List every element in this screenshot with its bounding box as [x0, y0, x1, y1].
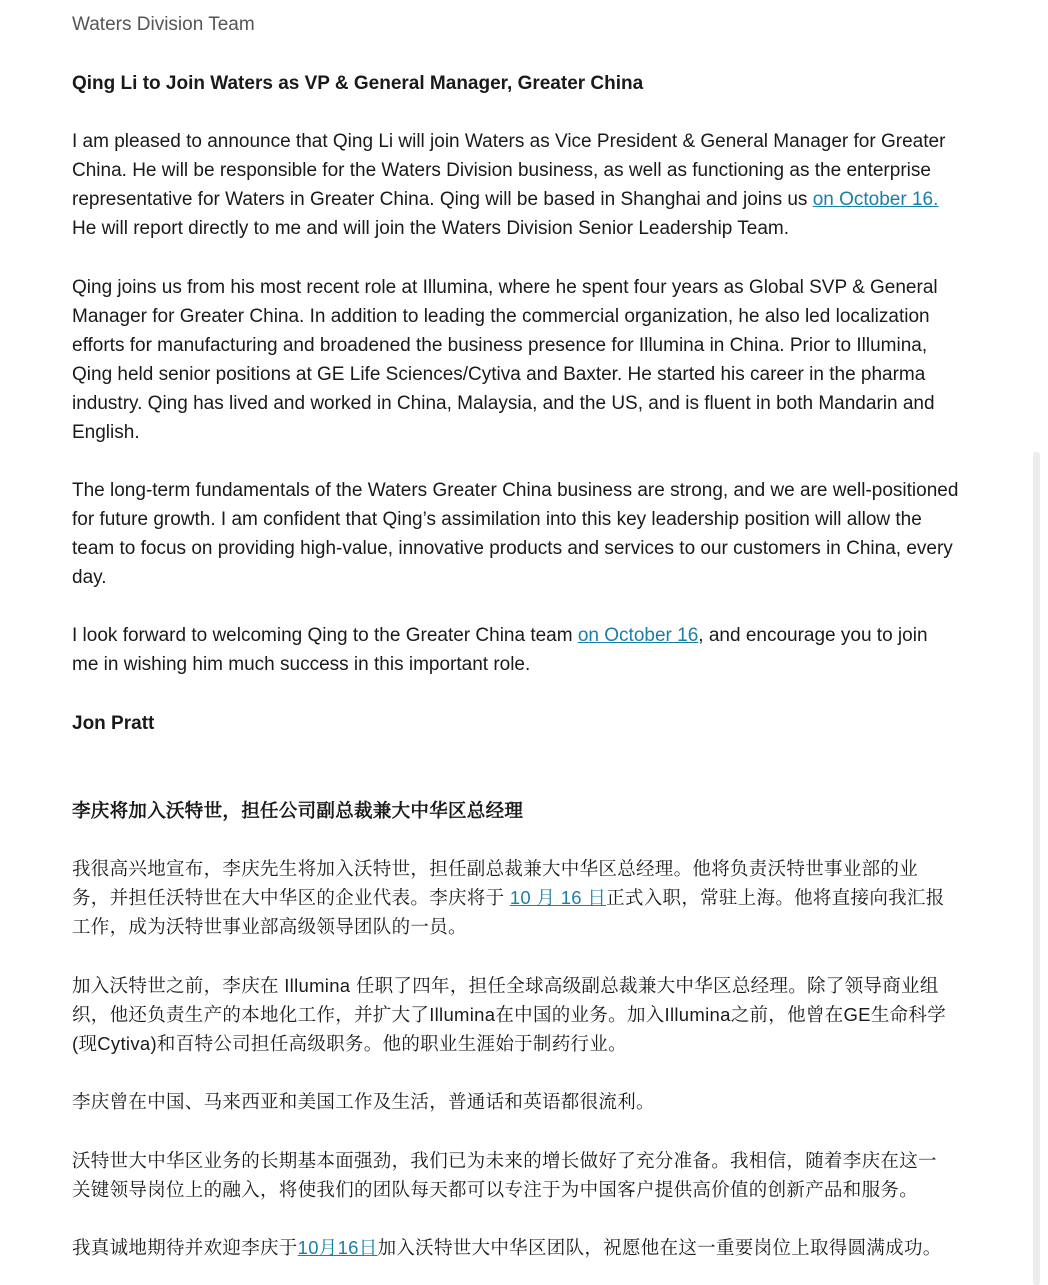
- chinese-paragraph-5: [72, 1233, 942, 1262]
- english-title: Qing Li to Join Waters as VP & General Manager, Greater China: [72, 73, 644, 94]
- chinese-paragraph-4: [72, 1146, 937, 1204]
- english-paragraph-2: [72, 273, 938, 447]
- text-line: team to focus on providing high-value, innovative products and services to our customers in China, every: [72, 538, 953, 559]
- english-paragraph-3: [72, 476, 958, 592]
- text-line: Qing held senior positions at GE Life Sciences/Cytiva and Baxter. He started his career in the pharma: [72, 364, 926, 385]
- text-line: English.: [72, 422, 140, 443]
- english-paragraph-4: [72, 621, 928, 679]
- text-line: industry. Qing has lived and worked in China, Malaysia, and the US, and is fluent in both Mandarin and: [72, 393, 935, 414]
- text-line: The long-term fundamentals of the Waters Greater China business are strong, and we are well-positioned: [72, 480, 959, 501]
- text-line: 沃特世大中华区业务的长期基本面强劲，我们已为未来的增长做好了充分准备。我相信，随着李庆在这一: [72, 1150, 937, 1171]
- chinese-paragraph-1: [72, 854, 945, 941]
- text-line: 正式入职，常驻上海。他将直接向我汇报: [606, 887, 945, 908]
- text-line: 关键领导岗位上的融入，将使我们的团队每天都可以专注于为中国客户提供高价值的创新产品和服务。: [72, 1179, 919, 1200]
- text-line: (现Cytiva)和百特公司担任高级职务。他的职业生涯始于制药行业。: [72, 1033, 627, 1054]
- text-line: I look forward to welcoming Qing to the Greater China team: [72, 625, 578, 646]
- text-line: me in wishing him much success in this important role.: [72, 654, 531, 675]
- text-line: day.: [72, 567, 107, 588]
- chinese-paragraph-3: 李庆曾在中国、马来西亚和美国工作及生活，普通话和英语都很流利。: [72, 1091, 655, 1112]
- text-line: efforts for manufacturing and broadened the business presence for Illumina in China. Prior to Illumina,: [72, 335, 928, 356]
- text-line: 我很高兴地宣布，李庆先生将加入沃特世，担任副总裁兼大中华区总经理。他将负责沃特世事业部的业: [72, 858, 919, 879]
- text-line: 加入沃特世大中华区团队，祝愿他在这一重要岗位上取得圆满成功。: [377, 1237, 942, 1258]
- text-line: I am pleased to announce that Qing Li will join Waters as Vice President & General Manager for Greater: [72, 131, 946, 152]
- text-line: , and encourage you to join: [698, 625, 928, 646]
- text-line: 工作，成为沃特世事业部高级领导团队的一员。: [72, 916, 467, 937]
- chinese-paragraph-2: [72, 971, 946, 1058]
- scrollbar[interactable]: [1033, 452, 1040, 1285]
- text-line: 织，他还负责生产的本地化工作，并扩大了Illumina在中国的业务。加入Illumina之前，他曾在GE生命科学: [72, 1004, 947, 1025]
- text-line: China. He will be responsible for the Waters Division business, as well as functioning as the enterprise: [72, 160, 931, 181]
- text-line: He will report directly to me and will join the Waters Division Senior Leadership Team.: [72, 218, 790, 239]
- date-link[interactable]: on October 16.: [812, 189, 939, 210]
- english-paragraph-1: [72, 127, 945, 243]
- text-line: 务，并担任沃特世在大中华区的企业代表。李庆将于: [72, 887, 510, 908]
- text-line: representative for Waters in Greater China. Qing will be based in Shanghai and joins us: [72, 189, 813, 210]
- text-line: 我真诚地期待并欢迎李庆于: [72, 1237, 298, 1258]
- text-line: 加入沃特世之前，李庆在 Illumina 任职了四年，担任全球高级副总裁兼大中华区总经理。除了领导商业组: [72, 975, 939, 996]
- sender-team: Waters Division Team: [72, 14, 255, 35]
- text-line: for future growth. I am confident that Qing’s assimilation into this key leadership position will allow the: [72, 509, 922, 530]
- text-line: Manager for Greater China. In addition to leading the commercial organization, he also led localization: [72, 306, 930, 327]
- date-link[interactable]: on October 16: [577, 625, 699, 646]
- chinese-title: 李庆将加入沃特世，担任公司副总裁兼大中华区总经理: [72, 800, 524, 821]
- text-line: Qing joins us from his most recent role at Illumina, where he spent four years as Global SVP & General: [72, 277, 938, 298]
- date-link[interactable]: 10月16日: [297, 1237, 378, 1258]
- date-link[interactable]: 10 月 16 日: [509, 887, 607, 908]
- signature: Jon Pratt: [72, 713, 155, 734]
